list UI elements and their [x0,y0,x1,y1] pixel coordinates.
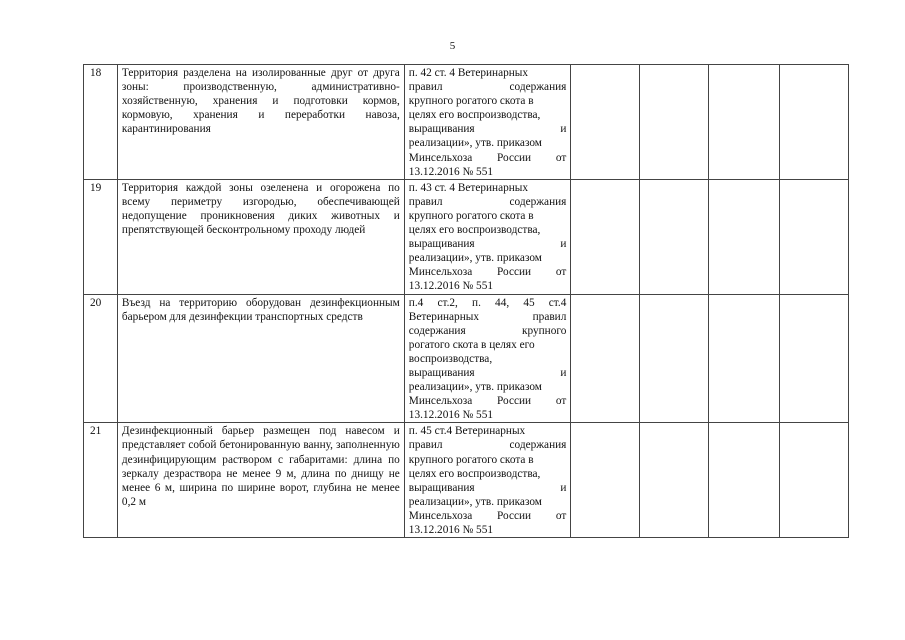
legal-source-line: реализации», утв. приказом [408,252,542,265]
answer-cell-1 [571,65,640,180]
answer-cell-3 [709,179,780,294]
row-number: 20 [84,294,118,423]
row-number: 18 [84,65,118,180]
answer-cell-1 [571,423,640,538]
table-row [84,423,849,538]
answer-cell-2 [640,423,709,538]
legal-source-cell [404,423,571,538]
legal-source-line: Минсельхоза России от [408,266,567,279]
legal-source-line: выращивания и [408,238,567,251]
answer-cell-4 [780,65,849,180]
legal-source-line: 13.12.2016 № 551 [408,165,494,178]
legal-source-line: п.4 ст.2, п. 44, 45 ст.4 [408,296,567,309]
checklist-table [83,64,849,538]
table-row [84,65,849,180]
page-number: 5 [449,40,456,52]
requirement-cell: Въезд на территорию оборудован дезинфекционным барьером для дезинфекции транспортных средств [117,294,404,423]
legal-source-line: Ветеринарных правил [408,310,567,323]
answer-cell-4 [780,423,849,538]
legal-source-line: 13.12.2016 № 551 [408,280,494,293]
answer-cell-3 [709,423,780,538]
legal-source-line: выращивания и [408,481,567,494]
legal-source-line: Минсельхоза России от [408,509,567,522]
requirement-cell: Дезинфекционный барьер размещен под навесом и представляет собой бетонированную ванну, заполненную дезинфицирующим раствором с габаритами: длина по зеркалу дезраствора не менее 9 м, длина по днищу не менее 6 м, ширина по ширине ворот, глубина не менее 0,2 м [117,423,404,538]
legal-source-line: п. 42 ст. 4 Ветеринарных [408,67,529,79]
legal-source-line: крупного рогатого скота в [408,95,534,108]
legal-source-line: п. 45 ст.4 Ветеринарных [408,425,526,438]
answer-cell-3 [709,294,780,423]
answer-cell-1 [571,179,640,294]
legal-source-line: Минсельхоза России от [408,395,567,408]
requirement-cell: Территория каждой зоны озеленена и огорожена по всему периметру изгородью, обеспечивающей недопущение проникновения диких животных и препятствующей бесконтрольному проходу людей [117,179,404,294]
legal-source-line: 13.12.2016 № 551 [408,524,494,536]
legal-source-cell [404,179,571,294]
legal-source-line: выращивания и [408,366,567,379]
table-row [84,179,849,294]
legal-source-line: целях его воспроизводства, [408,224,541,237]
answer-cell-1 [571,294,640,423]
answer-cell-4 [780,294,849,423]
legal-source-line: крупного рогатого скота в [408,453,534,466]
legal-source-line: целях его воспроизводства, [408,109,541,122]
answer-cell-2 [640,179,709,294]
legal-source-line: реализации», утв. приказом [408,495,542,508]
legal-source-line: 13.12.2016 № 551 [408,409,494,422]
legal-source-line: воспроизводства, [408,352,493,365]
answer-cell-2 [640,294,709,423]
legal-source-line: содержания крупного [408,324,567,337]
legal-source-line: реализации», утв. приказом [408,381,542,394]
legal-source-line: Минсельхоза России от [408,151,567,164]
legal-source-line: правил содержания [408,195,567,208]
legal-source-line: целях его воспроизводства, [408,467,541,480]
answer-cell-3 [709,65,780,180]
row-number: 19 [84,179,118,294]
legal-source-cell [404,65,571,180]
legal-source-line: правил содержания [408,439,567,452]
row-number: 21 [84,423,118,538]
table-row [84,294,849,423]
legal-source-line: крупного рогатого скота в [408,209,534,222]
requirement-cell: Территория разделена на изолированные друг от друга зоны: производственную, административно-хозяйственную, хранения и подготовки кормов, кормовую, хранения и переработки навоза, карантинирования [117,65,404,180]
answer-cell-4 [780,179,849,294]
legal-source-line: выращивания и [408,123,567,136]
legal-source-cell [404,294,571,423]
legal-source-line: рогатого скота в целях его [408,338,535,351]
legal-source-line: реализации», утв. приказом [408,137,542,150]
legal-source-line: правил содержания [408,81,567,94]
legal-source-line: п. 43 ст. 4 Ветеринарных [408,181,529,194]
answer-cell-2 [640,65,709,180]
